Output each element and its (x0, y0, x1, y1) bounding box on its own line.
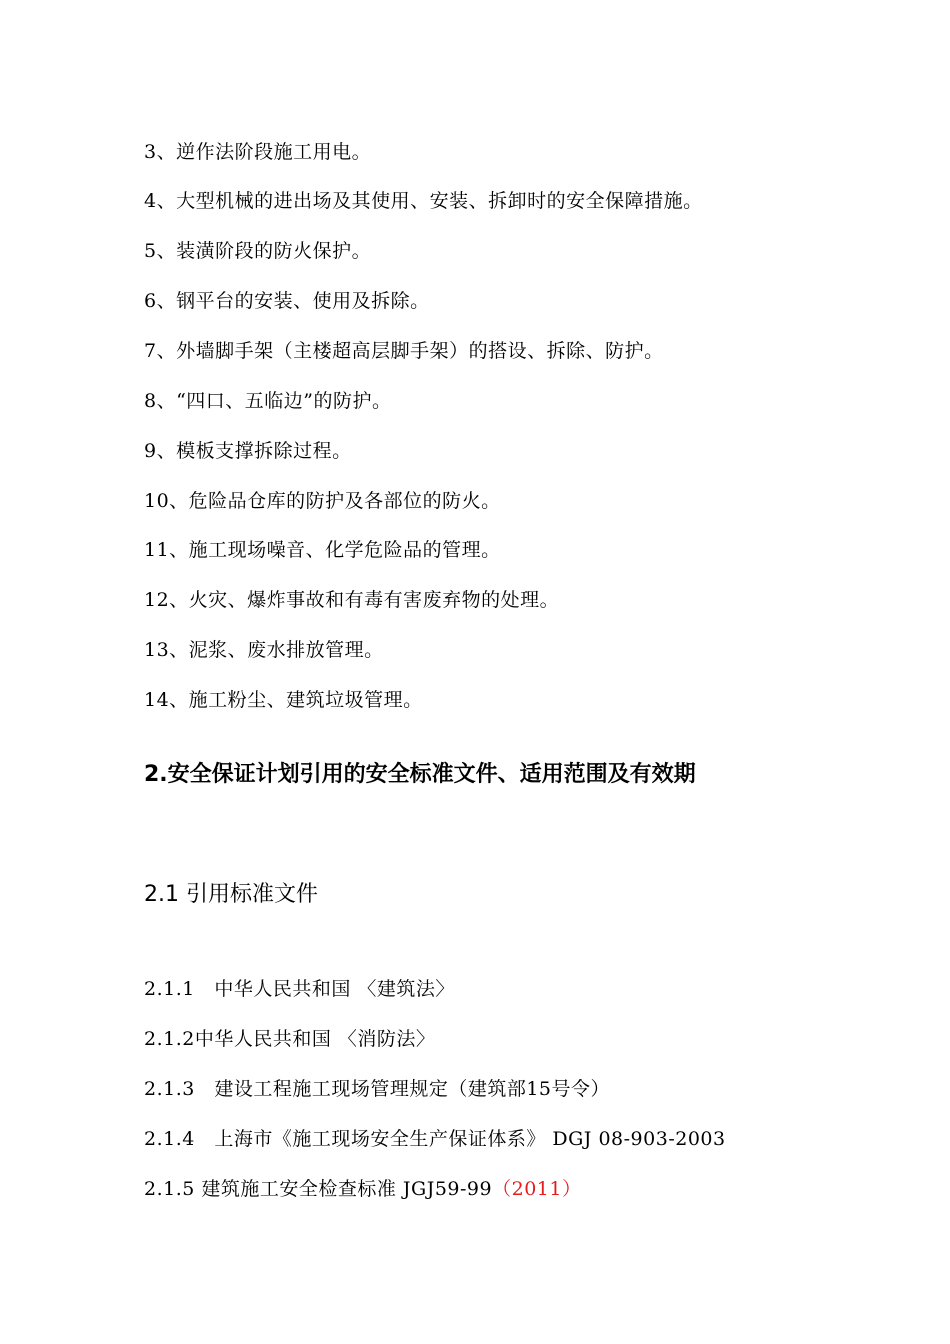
standard-item: 2.1.4 上海市《施工现场安全生产保证体系》 DGJ 08-903-2003 (144, 1128, 726, 1150)
list-item: 8、“四口、五临边”的防护。 (144, 390, 392, 412)
list-item: 3、逆作法阶段施工用电。 (144, 141, 372, 163)
standard-item: 2.1.1 中华人民共和国 〈建筑法〉 (144, 978, 455, 1000)
subsection-title: 2.1 引用标准文件 (144, 882, 318, 907)
list-item: 11、施工现场噪音、化学危险品的管理。 (144, 539, 501, 561)
standard-item-5 (144, 1176, 581, 1202)
list-item: 10、危险品仓库的防护及各部位的防火。 (144, 490, 501, 512)
list-item: 12、火灾、爆炸事故和有毒有害废弃物的处理。 (144, 589, 560, 611)
standard-item: 2.1.3 建设工程施工现场管理规定（建筑部15号令） (144, 1078, 611, 1100)
section-title: 2.安全保证计划引用的安全标准文件、适用范围及有效期 (144, 762, 696, 787)
list-item: 4、大型机械的进出场及其使用、安装、拆卸时的安全保障措施。 (144, 190, 703, 212)
list-item: 13、泥浆、废水排放管理。 (144, 639, 384, 661)
standard-item: 2.1.2中华人民共和国 〈消防法〉 (144, 1028, 436, 1050)
list-item: 6、钢平台的安装、使用及拆除。 (144, 290, 430, 312)
list-item: 5、装潢阶段的防火保护。 (144, 240, 372, 262)
standard-item-text: 2.1.5 建筑施工安全检查标准 JGJ59-99 (144, 1178, 493, 1200)
list-item: 14、施工粉尘、建筑垃圾管理。 (144, 689, 423, 711)
standard-item-year: （2011） (492, 1178, 582, 1200)
list-item: 9、模板支撑拆除过程。 (144, 440, 352, 462)
list-item: 7、外墙脚手架（主楼超高层脚手架）的搭设、拆除、防护。 (144, 340, 664, 362)
